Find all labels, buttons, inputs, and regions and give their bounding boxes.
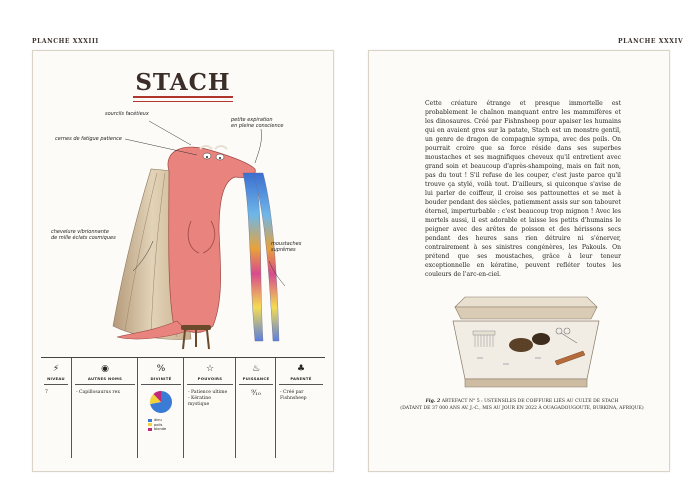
right-page	[368, 50, 670, 472]
eye-icon: ◉	[101, 364, 109, 374]
stat-value: - Créé par Fishnsheep	[280, 390, 307, 401]
stat-value: 7	[45, 390, 48, 395]
creature-description: Cette créature étrange et presque immortelle est probablement le chaînon manquant entre les mammifères et les dinosaures. Créé par Fishnsheep pour apaiser les humains qui en avaient gros sur la patate, Stach est un monstre gentil, un genre de dragon de compagnie sympa, avec des poils. On pourrait croire que sa force réside dans ses superbes moustaches et ses magnifiques cheveux qu'il entretient avec grand soin et beaucoup d'après-shampoing, mais en fait non, pas du tout ! S'il refuse de les couper, c'est juste parce qu'il trouve ça stylé, voilà tout. D'ailleurs, si quiconque s'avise de lui parler de coiffeur, il croise ses pattounettes et se met à bouder pendant des siècles, patiemment assis sur son tabouret éternel, imperturbable : c'est beaucoup trop mignon ! Avec les mortels aussi, il est adorable et laisse les petits d'humains le peigner avec des arêtes de poisson et des hérissons secs pendant des heures sans rien détruire ni s'énerver, contrairement à ses sinistres congénères, les Pakouls. On prétend que ses moustaches, grâce à leur teneur exceptionnelle en kératine, peuvent refléter toutes les couleurs de l'arc-en-ciel.	[425, 100, 621, 278]
stat-label: PARENTÉ	[290, 376, 312, 381]
stats-table	[41, 357, 325, 464]
stat-label: PUISSANCE	[242, 376, 270, 381]
annotation-nostril: petite expiration en pleine conscience	[231, 117, 284, 129]
plate-label-left: PLANCHE XXXIII	[32, 38, 99, 45]
percent-icon: %	[156, 364, 166, 374]
stat-parente	[275, 358, 326, 458]
family-tree-icon: ♣	[296, 364, 306, 374]
stat-label: NIVEAU	[47, 376, 65, 381]
annotation-eye-bags: cernes de fatigue patience	[55, 136, 122, 142]
lightning-icon: ⚡	[52, 364, 60, 374]
stat-value: - Capillosaurus rex	[76, 390, 120, 395]
stat-niveau	[41, 358, 71, 458]
divinity-pie-chart	[148, 389, 174, 415]
stat-label: AUTRES NOMS	[87, 376, 123, 381]
title-underline	[133, 96, 233, 102]
stat-label: POUVOIRS	[197, 376, 223, 381]
legend-blonde: blonde	[148, 427, 166, 432]
legend-dieu: dieu	[148, 418, 166, 423]
caption-title: ARTEFACT N° 5 : USTENSILES DE COIFFURE LIÉS AU CULTE DE STACH	[441, 399, 619, 404]
figure-caption	[397, 399, 647, 412]
stat-autres-noms	[71, 358, 138, 458]
stat-puissance	[235, 358, 276, 458]
stat-label: DIVINITÉ	[150, 376, 172, 381]
plate-label-right: PLANCHE XXXIV	[618, 38, 684, 45]
stat-pouvoirs	[183, 358, 236, 458]
caption-fig-number: Fig. 2	[425, 399, 441, 404]
annotation-hair: chevelure vibrionnante de mille éclats cosmiques	[51, 229, 116, 241]
stat-divinite	[137, 358, 184, 458]
caption-date: (DATANT DE 37 000 ANS AV. J.-C., MIS AU JOUR EN 2022 À OUAGADOUGOUTE, BURKINA, AFRIQUE)	[400, 405, 644, 411]
annotation-eyebrows: sourcils facétieux	[105, 111, 149, 117]
creature-title: STACH	[135, 69, 231, 96]
flame-icon: ♨	[251, 364, 261, 374]
artifact-drawer-illustration	[451, 291, 601, 391]
stat-value: ⁹⁄₁₀	[251, 389, 261, 397]
star-icon: ☆	[205, 364, 215, 374]
stat-value: - Patience ultime - Kératine mystique	[188, 390, 228, 407]
left-page	[32, 50, 334, 472]
annotation-moustache: moustaches suprêmes	[271, 241, 302, 253]
legend-poils: poils	[148, 423, 166, 428]
